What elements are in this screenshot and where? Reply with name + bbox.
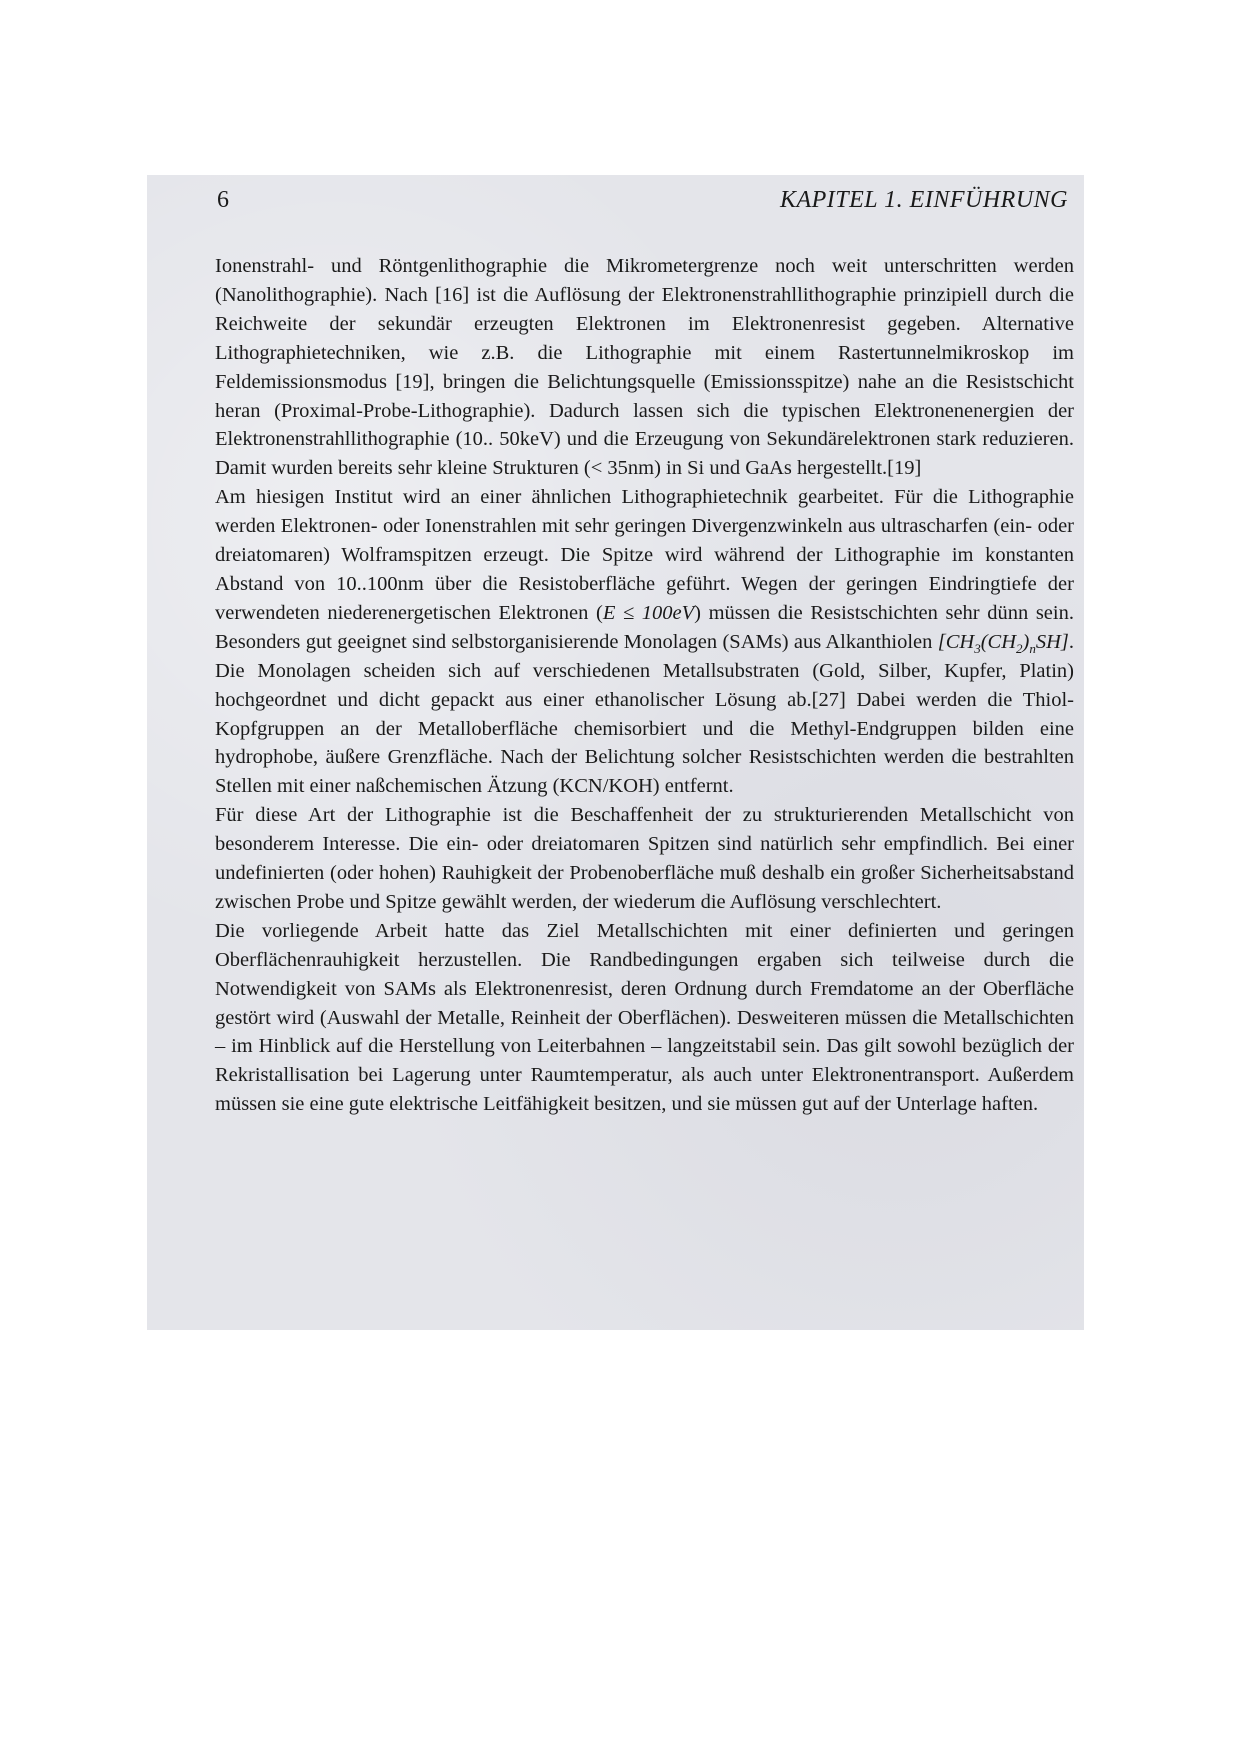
paragraph-3: Für diese Art der Lithographie ist die Beschaffenheit der zu strukturierenden Metallschicht von besonderem Interesse. Die ein- oder dreiatomaren Spitzen sind natürlich sehr empfindlich. Bei einer undefinierten (oder hohen) Rauhigkeit der Probenoberfläche muß deshalb ein großer Sicherheitsabstand zwischen Probe und Spitze gewählt werden, der wiederum die Auflösung verschlechtert. <box>215 804 1074 913</box>
page-number: 6 <box>217 187 229 213</box>
running-head <box>217 187 1068 219</box>
paragraph-4: Die vorliegende Arbeit hatte das Ziel Metallschichten mit einer definierten und geringen Oberflächenrauhigkeit herzustellen. Die Randbedingungen ergaben sich teilweise durch die Notwendigkeit von SAMs als Elektronenresist, deren Ordnung durch Fremdatome an der Oberfläche gestört wird (Auswahl der Metalle, Reinheit der Oberflächen). Desweiteren müssen die Metallschichten – im Hinblick auf die Herstellung von Leiterbahnen – langzeitstabil sein. Das gilt sowohl bezüglich der Rekristallisation bei Lagerung unter Raumtemperatur, als auch unter Elektronentransport. Außerdem müssen sie eine gute elektrische Leitfähigkeit besitzen, und sie müssen gut auf der Unterlage haften. <box>215 919 1074 1116</box>
body-text <box>215 252 1074 1119</box>
scanned-page <box>147 175 1084 1330</box>
paragraph-2-part-3: . Die Monolagen scheiden sich auf verschiedenen Metallsubstraten (Gold, Silber, Kupfer, Platin) hochgeordnet und dicht gepackt aus einer ethanolischer Lösung ab.[27] Dabei werden die Thiol-Kopfgruppen an der Metalloberfläche chemisorbiert und die Methyl-Endgruppen bilden eine hydrophobe, äußere Grenzfläche. Nach der Belichtung solcher Resistschichten werden die bestrahlten Stellen mit einer naßchemischen Ätzung (KCN/KOH) entfernt. <box>215 630 1074 798</box>
thiol-formula: $[CH_3(CH_2)_nSH]$ <box>937 630 1069 656</box>
paragraph-1: Ionenstrahl- und Röntgenlithographie die Mikrometergrenze noch weit unterschritten werden (Nanolithographie). Nach [16] ist die Auflösung der Elektronenstrahllithographie prinzipiell durch die Reichweite der sekundär erzeugten Elektronen im Elektronenresist gegeben. Alternative Lithographietechniken, wie z.B. die Lithographie mit einem Rastertunnelmikroskop im Feldemissionsmodus [19], bringen die Belichtungsquelle (Emissionsspitze) nahe an die Resistschicht heran (Proximal-Probe-Lithographie). Dadurch lassen sich die typischen Elektronenenergien der Elektronenstrahllithographie (10.. 50keV) und die Erzeugung von Sekundärelektronen stark reduzieren. Damit wurden bereits sehr kleine Strukturen (< 35nm) in Si und GaAs hergestellt.[19] <box>215 255 1074 480</box>
chapter-title: KAPITEL 1. EINFÜHRUNG <box>779 187 1068 213</box>
paragraph-2-part-1: Am hiesigen Institut wird an einer ähnlichen Lithographietechnik gearbeitet. Für die Lithographie werden Elektronen- oder Ionenstrahlen mit sehr geringen Divergenzwinkeln aus ultrascharfen (ein- oder dreiatomaren) Wolframspitzen erzeugt. Die Spitze wird während der Lithographie im konstanten Abstand von 10..100nm über die Resistoberfläche geführt. Wegen der geringen Eindringtiefe der verwendeten niederenergetischen Elektronen ( <box>215 486 1074 624</box>
energy-formula: E ≤ 100eV <box>602 601 695 624</box>
paragraph-2-part-2: ) müssen die Resistschichten sehr dünn sein. Besonders gut geeignet sind selbstorganisierende Monolagen (SAMs) aus Alkanthiolen <box>215 601 1074 653</box>
paragraph-2 <box>215 483 1074 801</box>
